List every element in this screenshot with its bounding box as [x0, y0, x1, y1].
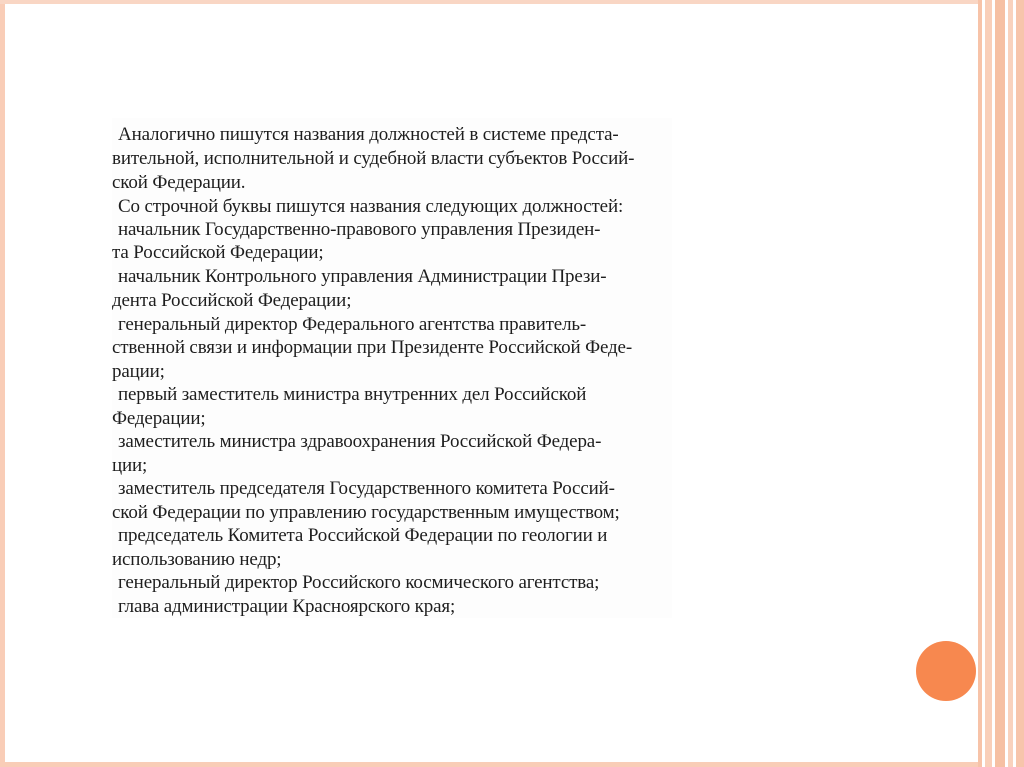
slide-frame-top — [0, 0, 980, 4]
text-line: ской Федерации по управлению государственным имуществом; — [112, 502, 620, 523]
text-line: генеральный директор Федерального агентства правитель- — [118, 314, 587, 335]
text-line: первый заместитель министра внутренних дел Российской — [118, 384, 587, 405]
decorative-stripe — [1016, 0, 1024, 767]
text-line: дента Российской Федерации; — [112, 290, 352, 311]
decorative-stripe — [995, 0, 1005, 767]
text-line: глава администрации Красноярского края; — [118, 596, 456, 617]
text-line: генеральный директор Российского космического агентства; — [118, 572, 600, 593]
decorative-stripe — [1008, 0, 1013, 767]
text-line: использованию недр; — [112, 549, 282, 570]
text-line: ской Федерации. — [112, 172, 246, 193]
text-line: заместитель министра здравоохранения Российской Федера- — [118, 431, 602, 452]
text-line: начальник Государственно-правового управления Президен- — [118, 219, 601, 240]
decorative-stripe — [978, 0, 982, 767]
text-line: председатель Комитета Российской Федерации по геологии и — [118, 525, 608, 546]
text-line: вительной, исполнительной и судебной власти субъектов Россий- — [112, 148, 635, 169]
text-line: та Российской Федерации; — [112, 242, 324, 263]
text-line: Со строчной буквы пишутся названия следующих должностей: — [118, 196, 624, 217]
text-line: Аналогично пишутся названия должностей в системе предста- — [118, 124, 619, 145]
text-line: начальник Контрольного управления Администрации Прези- — [118, 266, 607, 287]
text-line: Федерации; — [112, 408, 206, 429]
slide-frame-bottom — [0, 762, 980, 767]
slide-frame-left — [0, 0, 5, 767]
decorative-circle — [916, 641, 976, 701]
text-line: ственной связи и информации при Президенте Российской Феде- — [112, 337, 633, 358]
text-line: заместитель председателя Государственного комитета Россий- — [118, 478, 615, 499]
decorative-stripe — [985, 0, 992, 767]
text-line: рации; — [112, 361, 165, 382]
text-line: ции; — [112, 455, 148, 476]
scanned-text-image — [112, 118, 672, 618]
